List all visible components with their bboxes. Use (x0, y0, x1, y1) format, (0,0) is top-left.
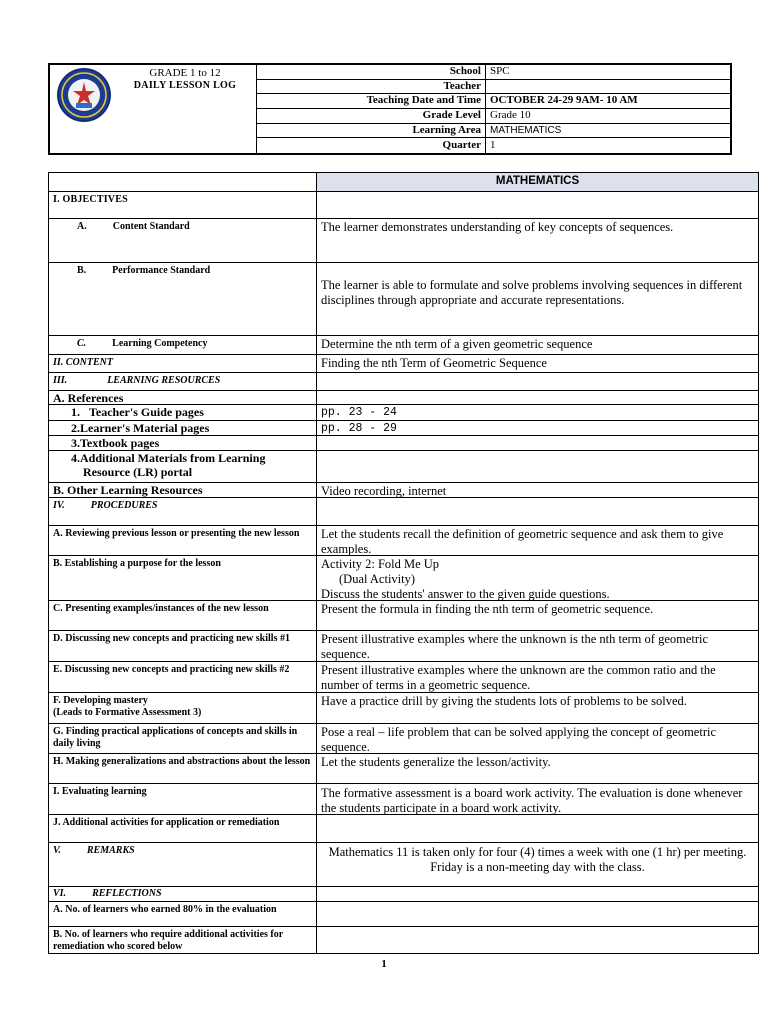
proc-h-label: H. Making generalizations and abstractions about the lesson (49, 754, 317, 783)
proc-d-row (49, 631, 758, 662)
proc-j-row (49, 815, 758, 843)
proc-a-row (49, 526, 758, 556)
textbook-value (317, 436, 758, 450)
performance-standard-row (49, 263, 758, 336)
logo-cell (50, 65, 257, 153)
proc-b-label: B. Establishing a purpose for the lesson (49, 556, 317, 600)
proc-j-value (317, 815, 758, 842)
content-row (49, 355, 758, 373)
additional-materials-label: 4.Additional Materials from Learning Resource (LR) portal (49, 451, 317, 482)
other-resources-value: Video recording, internet (321, 484, 447, 497)
refl-a-value (317, 902, 758, 926)
teachers-guide-row (49, 405, 758, 421)
proc-e-value: Present illustrative examples where the unknown are the common ratio and the number of terms in a geometric sequence. (321, 663, 716, 692)
learning-resources-value (317, 373, 758, 390)
other-resources-label: B. Other Learning Resources (49, 483, 317, 497)
content-standard-label: A. Content Standard (49, 219, 317, 262)
refl-a-label: A. No. of learners who earned 80% in the evaluation (49, 902, 317, 926)
proc-f-value: Have a practice drill by giving the students lots of problems to be solved. (321, 694, 687, 708)
remarks-value: Mathematics 11 is taken only for four (4) times a week with one (1 hr) per meeting. Friday is a non-meeting day with the class. (328, 845, 747, 874)
procedures-value (317, 498, 758, 525)
proc-d-value: Present illustrative examples where the unknown is the nth term of geometric sequence. (321, 632, 709, 661)
performance-standard-value: The learner is able to formulate and solve problems involving sequences in different disciplines through appropriate and accurate representations. (321, 278, 743, 307)
proc-g-row (49, 724, 758, 754)
learning-competency-row (49, 336, 758, 355)
refl-b-label: B. No. of learners who require additional activities for remediation who scored below (49, 927, 317, 953)
proc-i-label: I. Evaluating learning (49, 784, 317, 814)
proc-d-label: D. Discussing new concepts and practicing new skills #1 (49, 631, 317, 661)
label-learning-area: Learning Area (257, 124, 485, 139)
learners-material-row (49, 421, 758, 436)
label-grade-level: Grade Level (257, 109, 485, 124)
subject-header-row (49, 173, 758, 192)
refl-a-row (49, 902, 758, 927)
proc-b-value: Activity 2: Fold Me Up (Dual Activity) Discuss the students' answer to the given guide questions. (321, 557, 610, 600)
proc-g-label: G. Finding practical applications of concepts and skills in daily living (49, 724, 317, 753)
value-quarter: 1 (490, 138, 496, 151)
value-teaching-date: OCTOBER 24-29 9AM- 10 AM (486, 94, 730, 109)
proc-i-value: The formative assessment is a board work activity. The evaluation is done whenever the students participate in a board work activity. (321, 786, 743, 814)
value-school: SPC (486, 65, 730, 80)
learners-material-value: pp. 28 - 29 (321, 422, 397, 435)
references-value (317, 391, 758, 404)
proc-a-label: A. Reviewing previous lesson or presenting the new lesson (49, 526, 317, 555)
lesson-log-table (48, 172, 759, 954)
reflections-value (317, 887, 758, 901)
header-table (48, 63, 732, 155)
teachers-guide-label: 1. Teacher's Guide pages (49, 405, 317, 420)
page-number: 1 (381, 958, 387, 970)
proc-e-row (49, 662, 758, 693)
subject-header: MATHEMATICS (317, 173, 758, 191)
content-value: Finding the nth Term of Geometric Sequence (321, 356, 547, 370)
procedures-label: IV. PROCEDURES (49, 498, 317, 525)
value-grade-level: Grade 10 (486, 109, 730, 124)
objectives-value (317, 192, 758, 218)
learning-resources-label: III. LEARNING RESOURCES (49, 373, 317, 390)
reflections-label: VI. REFLECTIONS (49, 887, 317, 901)
learning-resources-row (49, 373, 758, 391)
proc-a-value: Let the students recall the definition of geometric sequence and ask them to give examples. (321, 527, 724, 555)
document-title: DAILY LESSON LOG (133, 80, 237, 91)
proc-g-value: Pose a real – life problem that can be solved applying the concept of geometric sequence. (321, 725, 717, 753)
learners-material-label: 2.Learner's Material pages (49, 421, 317, 435)
proc-h-row (49, 754, 758, 784)
proc-h-value: Let the students generalize the lesson/activity. (321, 755, 551, 769)
content-standard-value: The learner demonstrates understanding of key concepts of sequences. (321, 220, 674, 234)
value-teacher (486, 80, 730, 95)
proc-c-row (49, 601, 758, 631)
remarks-label: V. REMARKS (49, 843, 317, 886)
other-resources-row (49, 483, 758, 498)
grade-range: GRADE 1 to 12 (149, 67, 221, 79)
references-label: A. References (49, 391, 317, 404)
refl-b-value (317, 927, 758, 953)
learning-competency-value: Determine the nth term of a given geometric sequence (321, 337, 593, 351)
label-teaching-date: Teaching Date and Time (257, 94, 485, 109)
proc-c-value: Present the formula in finding the nth term of geometric sequence. (321, 602, 654, 616)
proc-i-row (49, 784, 758, 815)
header-values (486, 65, 730, 153)
proc-b-row (49, 556, 758, 601)
reflections-row (49, 887, 758, 902)
content-standard-row (49, 219, 758, 263)
objectives-row (49, 192, 758, 219)
blank-cell (49, 173, 317, 191)
additional-materials-row (49, 451, 758, 483)
remarks-row (49, 843, 758, 887)
textbook-row (49, 436, 758, 451)
content-label: II. CONTENT (49, 355, 317, 372)
refl-b-row (49, 927, 758, 953)
objectives-label: I. OBJECTIVES (49, 192, 317, 218)
additional-materials-value (317, 451, 758, 482)
proc-e-label: E. Discussing new concepts and practicing new skills #2 (49, 662, 317, 692)
procedures-row (49, 498, 758, 526)
learning-competency-label: C. Learning Competency (49, 336, 317, 354)
textbook-label: 3.Textbook pages (49, 436, 317, 450)
performance-standard-label: B. Performance Standard (49, 263, 317, 335)
deped-seal-icon (56, 67, 112, 123)
label-teacher: Teacher (257, 80, 485, 95)
proc-c-label: C. Presenting examples/instances of the new lesson (49, 601, 317, 630)
header-labels (257, 65, 486, 153)
references-row (49, 391, 758, 405)
value-learning-area: MATHEMATICS (486, 124, 730, 139)
teachers-guide-value: pp. 23 - 24 (321, 406, 397, 419)
proc-j-label: J. Additional activities for application or remediation (49, 815, 317, 842)
label-school: School (257, 65, 485, 80)
label-quarter: Quarter (442, 138, 481, 151)
proc-f-label: F. Developing mastery (Leads to Formative Assessment 3) (49, 693, 317, 723)
proc-f-row (49, 693, 758, 724)
